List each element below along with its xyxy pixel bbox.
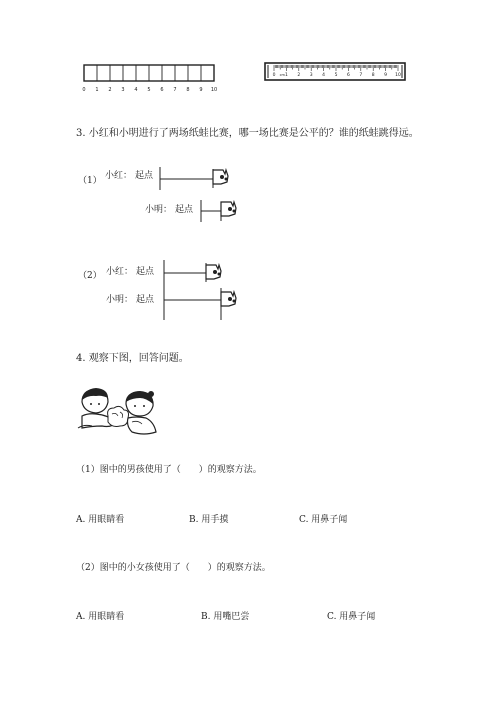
- q4-sub2-option-b[interactable]: B. 用嘴巴尝: [201, 612, 250, 622]
- race-2-ming-name: 小明：: [106, 295, 134, 305]
- ruler-box-tick-label: 8: [186, 87, 190, 93]
- ruler-cm-tick-label: 0: [272, 73, 276, 78]
- ruler-cm-tick-label: 4: [322, 73, 326, 78]
- ruler-cm-tick-label: 9: [384, 73, 388, 78]
- race-1-red-start: 起点: [135, 171, 154, 181]
- ruler-box-tick-label: 0: [82, 87, 86, 93]
- race-1-ming-name: 小明：: [145, 205, 173, 215]
- ruler-box-figure: [80, 60, 220, 96]
- q4-sub1-option-b[interactable]: B. 用手摸: [189, 515, 229, 525]
- ruler-box-tick-label: 5: [147, 87, 151, 93]
- race-2-track-figure: [158, 258, 253, 322]
- ruler-cm-tick-label: 3: [309, 73, 313, 78]
- question-4-title: 4. 观察下图，回答问题。: [76, 353, 189, 364]
- ruler-cm-tick-label: 7: [359, 73, 363, 78]
- ruler-box-tick-label: 3: [121, 87, 125, 93]
- ruler-cm-tick-label: 1: [284, 73, 288, 78]
- ruler-cm-tick-label: 2: [297, 73, 301, 78]
- race-1-ming-start: 起点: [175, 205, 194, 215]
- ruler-box-tick-label: 10: [210, 87, 218, 93]
- q4-sub1-option-a[interactable]: A. 用眼睛看: [76, 515, 125, 525]
- race-2-red-name: 小红：: [106, 267, 134, 277]
- ruler-box-tick-label: 6: [160, 87, 164, 93]
- ruler-box-tick-label: 4: [134, 87, 138, 93]
- q4-sub1-option-c[interactable]: C. 用鼻子闻: [299, 515, 348, 525]
- ruler-cm-tick-label: 5: [334, 73, 338, 78]
- race-2-number: （2）: [78, 271, 102, 281]
- race-1-track-figure: [155, 162, 245, 224]
- q4-sub1-question: （1）图中的男孩使用了（ ）的观察方法。: [76, 465, 262, 475]
- ruler-box-tick-label: 2: [108, 87, 112, 93]
- race-2-red-start: 起点: [136, 267, 155, 277]
- children-illustration: [76, 386, 164, 442]
- ruler-box-tick-label: 9: [199, 87, 203, 93]
- ruler-cm-tick-label: 6: [346, 73, 350, 78]
- q4-sub2-question: （2）图中的小女孩使用了（ ）的观察方法。: [76, 563, 271, 573]
- ruler-cm-tick-label: 10: [395, 73, 401, 78]
- ruler-cm-figure: [262, 60, 410, 86]
- race-2-ming-start: 起点: [136, 295, 155, 305]
- race-1-red-name: 小红：: [105, 171, 133, 181]
- race-1-number: （1）: [78, 176, 102, 186]
- question-3-title: 3. 小红和小明进行了两场纸蛙比赛，哪一场比赛是公平的？谁的纸蛙跳得远。: [76, 128, 419, 139]
- ruler-cm-tick-label: 8: [371, 73, 375, 78]
- ruler-box-tick-label: 1: [95, 87, 99, 93]
- ruler-box-tick-label: 7: [173, 87, 177, 93]
- q4-sub2-option-c[interactable]: C. 用鼻子闻: [327, 612, 376, 622]
- ruler-cm-unit: cm: [279, 73, 285, 77]
- q4-sub2-option-a[interactable]: A. 用眼睛看: [76, 612, 125, 622]
